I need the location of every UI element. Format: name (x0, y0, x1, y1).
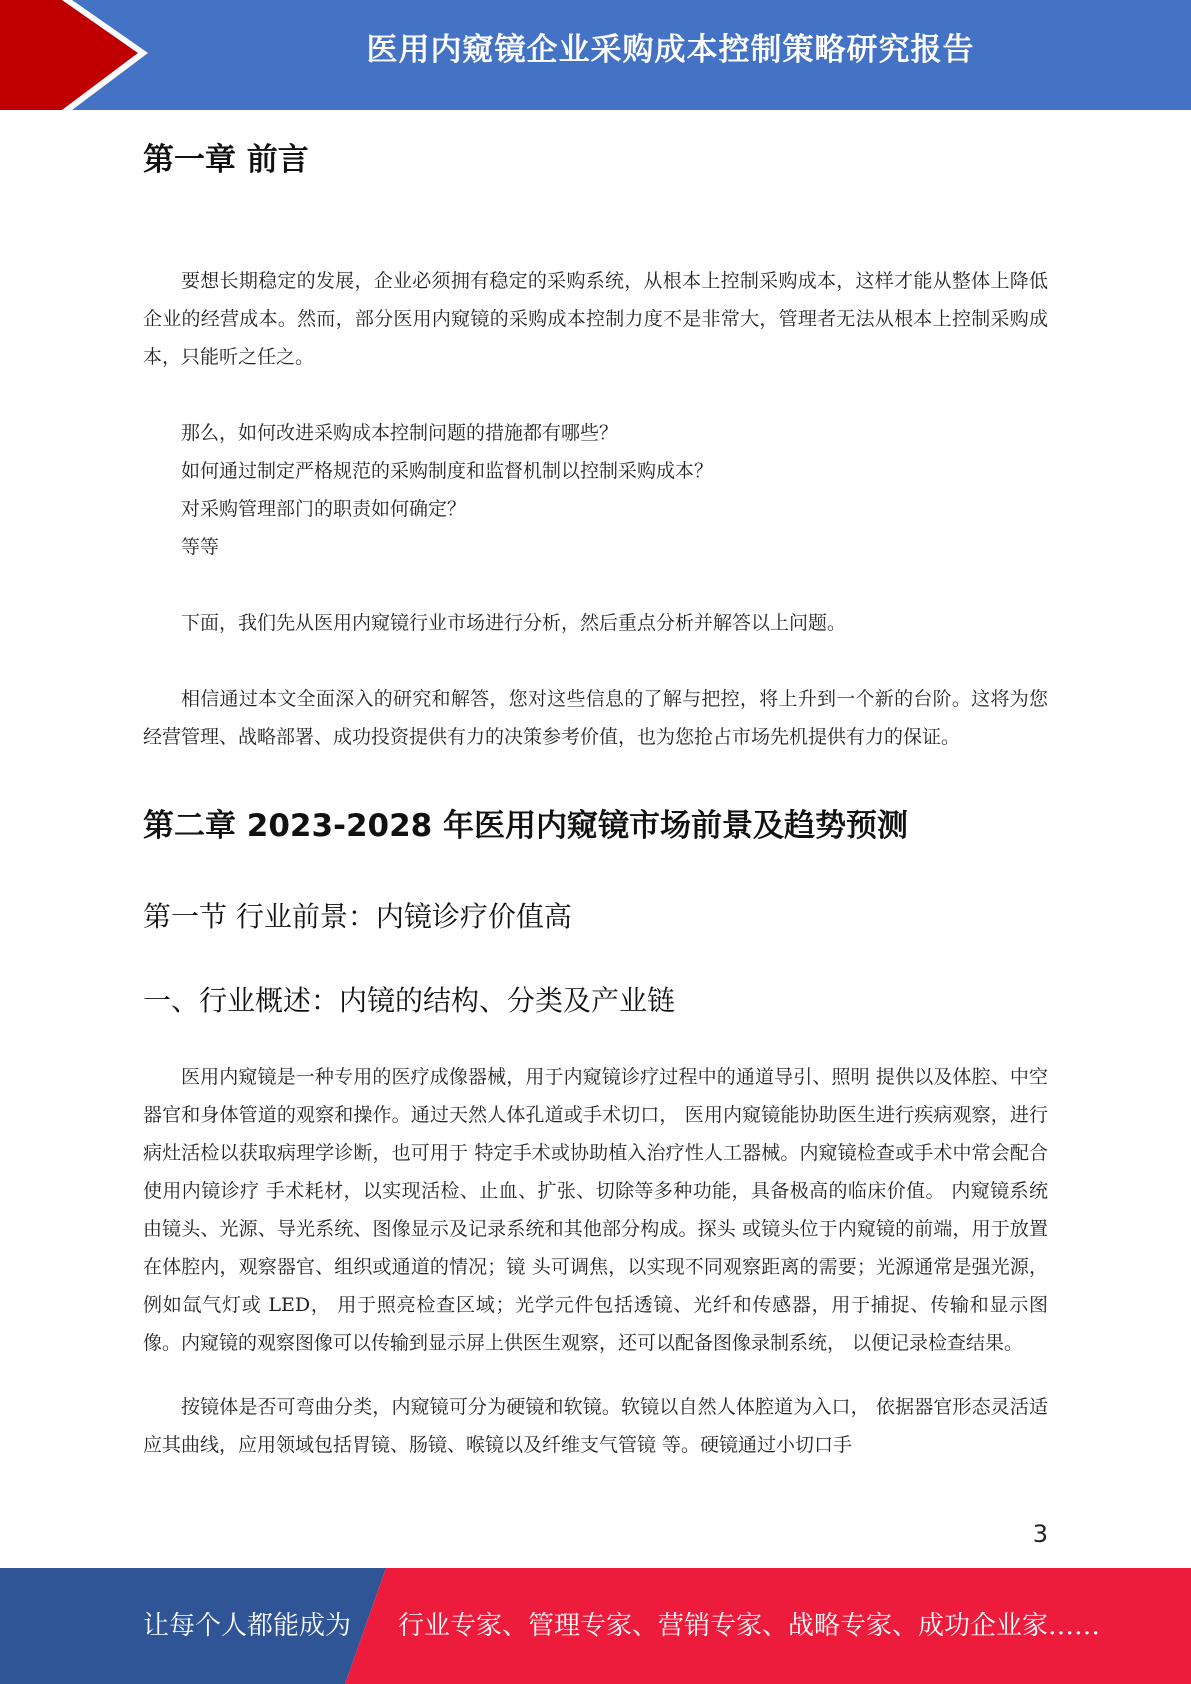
page-number: 3 (1032, 1520, 1048, 1548)
question-line: 对采购管理部门的职责如何确定？ (181, 498, 467, 520)
footer-slogan-left: 让每个人都能成为 (143, 1611, 352, 1641)
chevron-arrow-icon (0, 0, 160, 110)
report-title: 医用内窥镜企业采购成本控制策略研究报告 (366, 32, 975, 68)
footer-banner (0, 1568, 1191, 1684)
header-banner (0, 0, 1191, 110)
page-content (143, 130, 1048, 1464)
question-line: 如何通过制定严格规范的采购制度和监督机制以控制采购成本？ (181, 460, 714, 482)
question-line: 等等 (181, 536, 220, 558)
question-line: 那么，如何改进采购成本控制问题的措施都有哪些？ (181, 422, 619, 444)
chapter-2-paragraph-2: 按镜体是否可弯曲分类，内窥镜可分为硬镜和软镜。软镜以自然人体腔道为入口， 依据器官形态灵活适应其曲线，应用领域包括胃镜、肠镜、喉镜以及纤维支气管镜 等。硬镜通过小切口手 (143, 1396, 1048, 1456)
chapter-1-paragraph-2: 下面，我们先从医用内窥镜行业市场进行分析，然后重点分析并解答以上问题。 (181, 612, 847, 634)
section-1-title: 第一节 行业前景：内镜诊疗价值高 (143, 900, 572, 933)
chapter-1-paragraph-1: 要想长期稳定的发展，企业必须拥有稳定的采购系统，从根本上控制采购成本，这样才能从整体上降低企业的经营成本。然而，部分医用内窥镜的采购成本控制力度不是非常大，管理者无法从根本上控制采购成本，只能听之任之。 (143, 270, 1048, 368)
chapter-1-title: 第一章 前言 (143, 142, 309, 178)
chapter-2-paragraph-1: 医用内窥镜是一种专用的医疗成像器械，用于内窥镜诊疗过程中的通道导引、照明 提供以及体腔、中空器官和身体管道的观察和操作。通过天然人体孔道或手术切口， 医用内窥镜能协助医生进行疾病观察，进行病灶活检以获取病理学诊断，也可用于 特定手术或协助植入治疗性人工器械。内窥镜检查或手术中常会配合使用内镜诊疗 手术耗材，以实现活检、止血、扩张、切除等多种功能，具备极高的临床价值。 内窥镜系统由镜头、光源、导光系统、图像显示及记录系统和其他部分构成。探头 或镜头位于内窥镜的前端，用于放置在体腔内，观察器官、组织或通道的情况；镜 头可调焦，以实现不同观察距离的需要；光源通常是强光源，例如氙气灯或 LED， 用于照亮检查区域；光学元件包括透镜、光纤和传感器，用于捕捉、传输和显示图 像。内窥镜的观察图像可以传输到显示屏上供医生观察，还可以配备图像录制系统， 以便记录检查结果。 (143, 1066, 1048, 1354)
chapter-2-title: 第二章 2023-2028 年医用内窥镜市场前景及趋势预测 (143, 808, 909, 844)
chapter-1-paragraph-3: 相信通过本文全面深入的研究和解答，您对这些信息的了解与把控，将上升到一个新的台阶。这将为您经营管理、战略部署、成功投资提供有力的决策参考价值，也为您抢占市场先机提供有力的保证。 (143, 688, 1048, 748)
subsection-1-title: 一、行业概述：内镜的结构、分类及产业链 (143, 984, 676, 1017)
footer-slogan-right: 行业专家、管理专家、营销专家、战略专家、成功企业家…… (398, 1611, 1101, 1641)
